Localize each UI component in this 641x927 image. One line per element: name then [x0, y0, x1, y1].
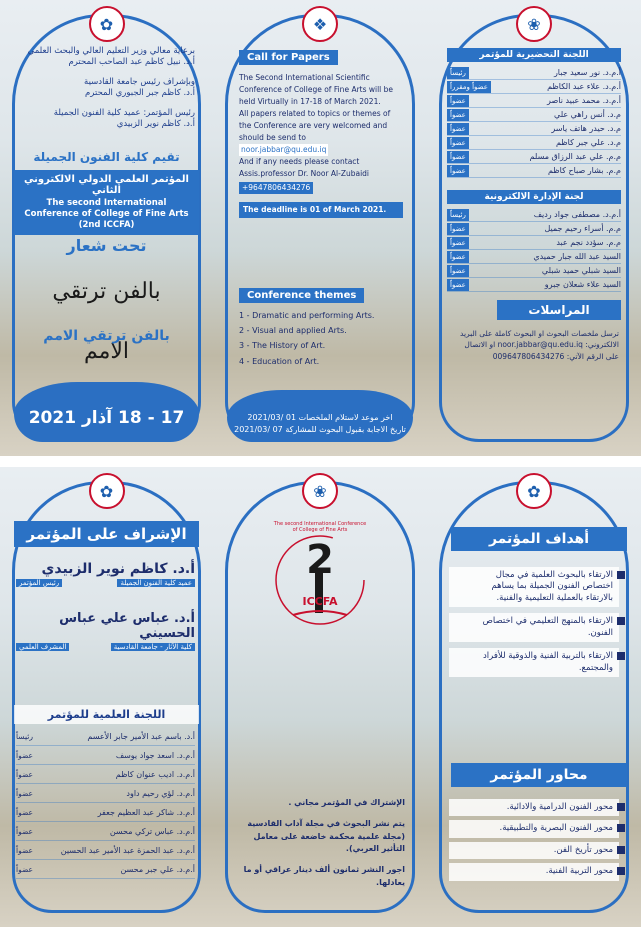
member-role: عضواً [16, 826, 33, 836]
axis-item: محور الفنون الدرامية والادائية. [449, 799, 619, 816]
logo-arc-text: The second International Conference of College of Fine Arts [273, 521, 367, 533]
chair-name: أ.د. كاظم نوير الزبيدي [116, 119, 195, 130]
goal-item: الارتقاء بالتربية الفنية والذوقية للأفراد والمجتمع. [449, 648, 619, 677]
member-name: أ.م.د. اسعد جواد يوسف [115, 750, 195, 760]
goals-title: أهداف المؤتمر [451, 527, 627, 551]
theme-item: 2 - Visual and applied Arts. [239, 326, 347, 336]
member-role: عضواً [447, 165, 469, 177]
supervisor-name: أ.د. كاظم نوير الزبيدي [41, 561, 195, 577]
member-role: عضواً [16, 845, 33, 855]
conference-title-ar: المؤتمر العلمي الدولي الالكتروني الثاني [24, 174, 189, 196]
member-role: عضواً [447, 109, 469, 121]
university-emblem-icon: ✿ [516, 473, 552, 509]
themes-heading: Conference themes [239, 288, 364, 303]
goal-item: الارتقاء بالمنهج التعليمي في اختصاص الفنون. [449, 613, 619, 642]
brochure-inside [0, 467, 641, 927]
member-role: عضواً [447, 251, 469, 263]
member-name: السيد علاء شعلان جبرو [544, 280, 621, 289]
member-role: عضواً [447, 95, 469, 107]
axes-title: محاور المؤتمر [451, 763, 627, 787]
cfp-email-link[interactable]: noor.jabbar@qu.edu.iq [241, 145, 327, 154]
member-name: أ.م.د. شاكر عبد العظيم جعفر [97, 807, 195, 817]
patron-line: برعاية معالي وزير التعليم العالي والبحث العلمي [27, 46, 195, 56]
note-item: اجور النشر ثمانون ألف دينار عراقي أو ما يعادلها. [243, 865, 405, 887]
theme-item: 3 - The History of Art. [239, 341, 326, 351]
member-name: أ.م.د. محمد عبيد ناصر [547, 96, 621, 105]
member-name: أ.د. باسم عبد الأمير جابر الأعسم [87, 731, 195, 741]
cfp-contact: And if any needs please contact Assis.professor Dr. Noor Al-Zubaidi [239, 157, 370, 178]
cfp-paragraph-2: All papers related to topics or themes of the Conference are very welcomed and should be send to [239, 109, 391, 142]
university-emblem-icon: ✿ [89, 473, 125, 509]
axis-item: محور الفنون البصرية والتطبيقية. [449, 820, 619, 837]
member-name: السيد عبد الله جبار حميدي [533, 252, 621, 261]
conference-title-en: The second International Conference of College of Fine Arts (2nd ICCFA) [24, 198, 189, 231]
member-name: م.د. أنس راهي علي [554, 110, 621, 119]
brochure-outside [0, 0, 641, 456]
supervisor-2 [16, 611, 195, 651]
logo-acronym: ICCFA [302, 595, 338, 608]
member-name: السيد شبلي حميد شبلي [541, 266, 621, 275]
cover-panel [0, 0, 213, 456]
member-name: أ.م.د. لؤي رحيم داود [126, 788, 195, 798]
scientific-committee-list [16, 727, 195, 879]
cfp-deadline: The deadline is 01 of March 2021. [239, 202, 403, 218]
organizer-text: تقيم كلية الفنون الجميلة [33, 150, 180, 164]
member-name: أ.م.د. علي جبر محسن [120, 864, 195, 874]
member-name: م.م. علي عبد الرزاق مسلم [529, 152, 621, 161]
member-role: عضواً [447, 137, 469, 149]
member-role: عضواً [16, 750, 33, 760]
patron-name: أ.د. نبيل كاظم عبد الصاحب المحترم [68, 57, 195, 68]
logo-number: 2 [306, 537, 334, 583]
member-role: عضواً [16, 788, 33, 798]
committees-panel [427, 0, 641, 456]
member-role: عضواً [447, 279, 469, 291]
cfp-text [239, 72, 403, 218]
member-name: أ.م.د. عباس تركي محسن [109, 826, 195, 836]
flower-logo-icon: ❀ [302, 473, 338, 509]
organizing-committee-title: اللجنة التحضيرية للمؤتمر [447, 48, 621, 62]
member-role: عضواً [447, 265, 469, 277]
note-item: الإشتراك في المؤتمر مجاني . [288, 798, 405, 807]
member-role: عضواً [16, 807, 33, 817]
supervisor-role: رئيس المؤتمر [16, 579, 62, 587]
member-role: عضواً [447, 223, 469, 235]
axis-item: محور التربية الفنية. [449, 863, 619, 880]
member-name: م.م. أسراء رحيم جميل [544, 224, 621, 233]
member-role: عضواً ومقرراً [447, 81, 491, 93]
member-role: عضواً [447, 151, 469, 163]
theme-item: 4 - Education of Art. [239, 356, 320, 366]
cfp-heading: Call for Papers [239, 50, 338, 65]
slogan-calligraphy: بالفن ترتقي الامم [52, 279, 161, 364]
member-role: عضواً [16, 864, 33, 874]
member-name: أ.م.د. نور سعيد جبار [553, 68, 621, 77]
correspondence-title: المراسلات [497, 300, 621, 320]
note-item: يتم نشر البحوث في مجلة آداب القادسية (مجلة علمية محكمة خاضعة على معامل التأثير العربي). [247, 818, 405, 854]
supervisor-affiliation: كلية الآثار - جامعة القادسية [111, 643, 195, 651]
member-name: أ.م.د. عبد الحمزة عبد الأمير عبد الحسين [60, 845, 195, 855]
member-role: عضواً [447, 123, 469, 135]
axes-list [443, 795, 625, 881]
supervisor-name: أ.د. عباس علي عباس الحسيني [59, 611, 195, 641]
supervision-line: وبإشراف رئيس جامعة القادسية [84, 76, 195, 87]
member-role: رئيساً [447, 67, 469, 79]
member-name: م.د. علي جبر كاظم [555, 138, 621, 147]
slogan-heading: تحت شعار [66, 236, 147, 255]
e-committee-list [447, 208, 621, 292]
supervisor-role: المشرف العلمي [16, 643, 69, 651]
cfp-paragraph: The Second International Scientific Conference of College of Fine Arts will be held Virtually in 17-18 of March 2021. [239, 73, 394, 106]
member-name: م.م. بشار صباح كاظم [547, 166, 621, 175]
correspondence-text: ترسل ملخصات البحوث او البحوث كاملة على البريد الالكتروني: noor.jabbar@qu.edu.iq او الاتصال على الرقم الآتي: 009647806434276 [460, 329, 619, 361]
chair-line: رئيس المؤتمر: عميد كلية الفنون الجميلة [53, 107, 195, 118]
logo-panel [213, 467, 427, 927]
member-name: م.د. حيدر هاتف ياسر [551, 124, 621, 133]
university-emblem-icon: ✿ [89, 6, 125, 42]
organizing-committee-list [447, 66, 621, 178]
acceptance-date: تاريخ الاجابة بقبول البحوث للمشاركة 07 /2021/03 [234, 425, 406, 434]
goals-panel [427, 467, 641, 927]
call-for-papers-panel [213, 0, 427, 456]
conference-notes [235, 797, 405, 890]
conference-date: 17 - 18 آذار 2021 [28, 408, 185, 428]
member-name: أ.م.د. اديب عنوان كاظم [115, 769, 195, 779]
conference-title-band [14, 170, 199, 235]
abstract-deadline: اخر موعد لاستلام الملخصات 01 /2021/03 [247, 413, 393, 422]
cfp-phone[interactable]: +9647806434276 [239, 182, 313, 194]
patron-block [14, 46, 195, 131]
member-role: عضواً [16, 769, 33, 779]
college-emblem-icon: ❖ [302, 6, 338, 42]
themes-list [239, 308, 403, 369]
member-name: أ.م.د. علاء عبد الكاظم [547, 82, 621, 91]
supervisor-affiliation: عميد كلية الفنون الجميلة [117, 579, 195, 587]
member-role: رئيساً [447, 209, 469, 221]
member-name: أ.م.د. مصطفى جواد رديف [533, 210, 621, 219]
flower-logo-icon: ❀ [516, 6, 552, 42]
iccfa-logo [263, 523, 377, 637]
supervision-panel [0, 467, 213, 927]
member-role: رئيساً [16, 731, 33, 741]
slogan-text: بالفن ترتقي الامم [43, 328, 170, 344]
supervisor-1 [16, 561, 195, 587]
scientific-committee-title: اللجنة العلمية للمؤتمر [14, 705, 199, 724]
e-committee-title: لجنة الإدارة الالكترونية [447, 190, 621, 204]
member-name: م.م. سؤدد نجم عبد [556, 238, 621, 247]
member-role: عضواً [447, 237, 469, 249]
supervision-title: الإشراف على المؤتمر [14, 521, 199, 547]
goals-list [443, 561, 625, 677]
goal-item: الارتقاء بالبحوث العلمية في مجال اختصاص الفنون الجميلة بما يساهم بالارتقاء بالعملية التعليمية والفنية. [449, 567, 619, 607]
supervision-name: أ.د. كاظم جبر الجبوري المحترم [85, 88, 195, 99]
axis-item: محور تأريخ الفن. [449, 842, 619, 859]
theme-item: 1 - Dramatic and performing Arts. [239, 311, 375, 320]
